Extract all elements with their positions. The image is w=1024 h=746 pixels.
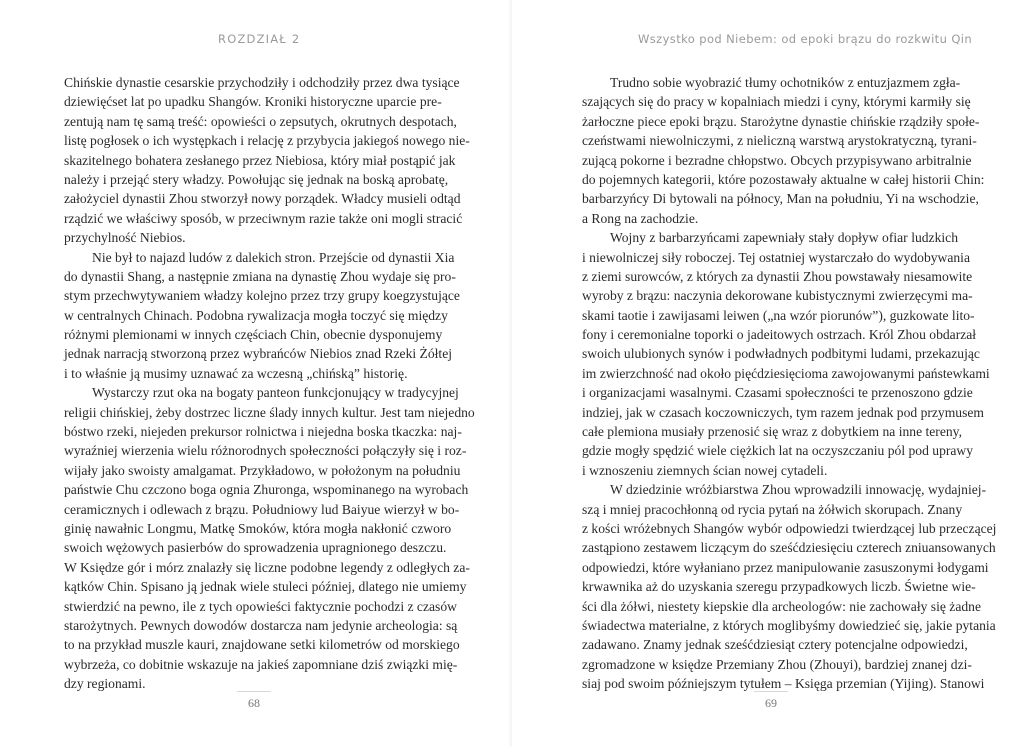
text-line: szających się do pracy w kopalniach miedzi i cyny, którymi karmiły się [582,94,971,110]
left-body-text [64,73,475,694]
text-line: i wznoszeniu ziemnych ścian nowej cytadeli. [582,462,828,478]
running-head-title: Wszystko pod Niebem: od epoki brązu do rozkwitu Qin [638,32,973,46]
text-line: zentują nam tę samą treść: opowieści o zepsutych, okrutnych despotach, [64,113,457,129]
text-line: barbarzyńcy Di bytowali na północy, Man na południu, Yi na wschodzie, [582,191,979,207]
text-line: gdzie mogły spędzić wiele ciężkich lat na oczyszczaniu pól pod uprawy [582,443,974,459]
text-line: a Rong na zachodzie. [582,210,699,226]
text-line: wyroby z brązu: naczynia dekorowane kubistycznymi zwierzęcymi ma- [582,288,973,304]
text-line: skami taotie i zawijasami leiwen („na wzór piorunów”), guzkowate lito- [582,307,975,323]
text-line: ginię nawałnic Longmu, Matkę Smoków, która mogła nakłonić czworo [64,520,452,536]
text-line: kątków Chin. Spisano ją jednak wiele stuleci później, dlatego nie umiemy [64,579,467,595]
text-line: Nie był to najazd ludów z dalekich stron. Przejście od dynastii Xia [92,249,455,265]
text-line: zującą pokorne i bezradne chłopstwo. Obcych przypisywano arbitralnie [582,152,972,168]
right-page [512,0,1024,746]
text-line: założyciel dynastii Zhou stworzył nowy porządek. Władcy musieli odtąd [64,191,461,207]
text-line: żarłoczne piece epoki brązu. Starożytne dynastie chińskie rządziły społe- [582,113,980,129]
text-line: stym przechwytywaniem władzy kolejno przez trzy grupy koegzystujące [64,288,460,304]
text-line: Chińskie dynastie cesarskie przychodziły i odchodziły przez dwa tysiące [64,75,460,90]
text-line: z ziemi surowców, z których za dynastii Zhou powstawały niesamowite [582,268,973,284]
text-line: zadawano. Znamy jednak sześćdziesiąt cztery potencjalne odpowiedzi, [582,637,968,653]
page-number-rule [754,691,788,692]
text-line: bóstwo rzeki, niejeden prekursor rolnictwa i niejedna boska tkaczka: naj- [64,424,462,440]
text-line: przychylność Niebios. [64,230,186,246]
text-line: szą i mniej pracochłonną od rycia pytań na żółwich skorupach. Znany [582,501,963,517]
text-line: krwawnika aż do uzyskania szeregu przypadkowych liczb. Świetne wie- [582,579,976,595]
text-line: świadectwa materialne, z których moglibyśmy dowiedzieć się, jakie pytania [582,617,996,633]
text-line: listę pogłosek o ich występkach i relację z przybycia jakiegoś nowego nie- [64,133,470,149]
text-line: to na przykład muszle kauri, znajdowane setki kilometrów od morskiego [64,637,460,653]
text-line: siaj pod swoim późniejszym tytułem – Księga przemian (Yijing). Stanowi [582,676,985,692]
text-line: im zwierzchność nad około pięćdziesięcioma zawojowanymi państewkami [582,365,990,381]
text-line: jednak narracją stworzoną przez wybrańców Niebios znad Rzeki Żółtej [64,346,453,362]
text-line: zastąpiono zestawem liczącym do sześćdziesięciu czterech zniuansowanych [582,540,996,556]
text-line: do pojemnych kategorii, które pozostawały aktualne w całej historii Chin: [582,171,985,187]
running-head-chapter: ROZDZIAŁ 2 [218,32,301,46]
text-line: do dynastii Shang, a następnie zmiana na dynastię Zhou wydaje się pro- [64,268,456,284]
text-line: religii chińskiej, żeby dostrzec liczne ślady innych kultur. Jest tam niejedno [64,404,475,420]
page-number-rule [237,691,271,692]
text-line: całe plemiona musiały przenosić się wraz z dobytkiem na inne tereny, [582,424,962,440]
right-body-text [582,73,997,694]
text-line: i niewolniczej siły roboczej. Tej ostatniej wystarczało do wydobywania [582,249,970,265]
text-line: zgromadzone w księdze Przemiany Zhou (Zhouyi), bardziej znanej dzi- [582,656,972,672]
text-line: fony i ceremonialne toporki o jadeitowych ostrzach. Król Zhou obdarzał [582,327,977,343]
text-line: dziewięćset lat po upadku Shangów. Kroniki historyczne uparcie pre- [64,94,442,110]
text-line: należy i przejąć stery władzy. Powołując się jednak na boską aprobatę, [64,171,449,187]
text-line: stwierdzić na pewno, ile z tych opowieści faktycznie pochodzi z czasów [64,598,457,614]
text-line: W Księdze gór i mórz znalazły się liczne podobne legendy z odległych za- [64,559,470,575]
text-line: państwie Chu czczono boga ognia Zhuronga, wspominanego na wyrobach [64,482,469,498]
text-line: swoich wężowych pasierbów do sprowadzenia upragnionego deszczu. [64,540,447,556]
page-number-right: 69 [765,696,777,710]
text-line: wybrzeża, co dobitnie wskazuje na jakieś zapomniane dziś związki mię- [64,656,458,672]
text-line: rządzić we właściwy sposób, w przeciwnym razie także oni mogli stracić [64,210,463,226]
text-line: wijały jako swoisty amalgamat. Przykładowo, w położonym na południu [64,462,461,478]
text-line: odpowiedzi, które wyłaniano przez manipulowanie zasuszonymi łodygami [582,559,989,575]
text-line: w centralnych Chinach. Podobna rywalizacja mogła toczyć się między [64,307,448,323]
text-line: ści dla żółwi, niestety kiepskie dla archeologów: nie zachowały się żadne [582,598,981,614]
text-line: wyraźniej wierzenia wielu różnorodnych społeczności połączyły się i roz- [64,443,467,459]
text-line: różnymi plemionami w innych częściach Chin, obecnie dysponujemy [64,327,443,343]
text-line: i organizacjami wasalnymi. Czasami społeczności te przenoszono gdzie [582,385,973,401]
text-line: ceramicznych i odlewach z brązu. Południowy lud Baiyue wierzył w bo- [64,501,460,517]
text-line: i to właśnie ją musimy uznawać za wczesną „chińską” historię. [64,365,408,381]
text-line: dzy regionami. [64,676,146,692]
text-line: Trudno sobie wyobrazić tłumy ochotników z entuzjazmem zgła- [610,75,961,90]
text-line: starożytnych. Pewnych dowodów dostarcza nam jedynie archeologia: są [64,617,458,633]
text-line: czeństwami niewolniczymi, z nieliczną warstwą arystokratyczną, tyrani- [582,133,977,149]
text-line: Wystarczy rzut oka na bogaty panteon funkcjonujący w tradycyjnej [92,385,459,401]
text-line: swoich ulubionych synów i podwładnych podbitymi ludami, przekazując [582,346,980,362]
text-line: z kości wróżebnych Shangów wybór odpowiedzi twierdzącej lub przeczącej [582,520,997,536]
text-line: skazitelnego bohatera zesłanego przez Niebiosa, który miał postąpić jak [64,152,456,168]
text-line: Wojny z barbarzyńcami zapewniały stały dopływ ofiar ludzkich [610,230,958,246]
text-line: indziej, jak w czasach koczowniczych, tym razem jednak pod przymusem [582,404,984,420]
page-number-left: 68 [248,696,260,710]
text-line: W dziedzinie wróżbiarstwa Zhou wprowadzili innowację, wydajniej- [610,482,987,498]
